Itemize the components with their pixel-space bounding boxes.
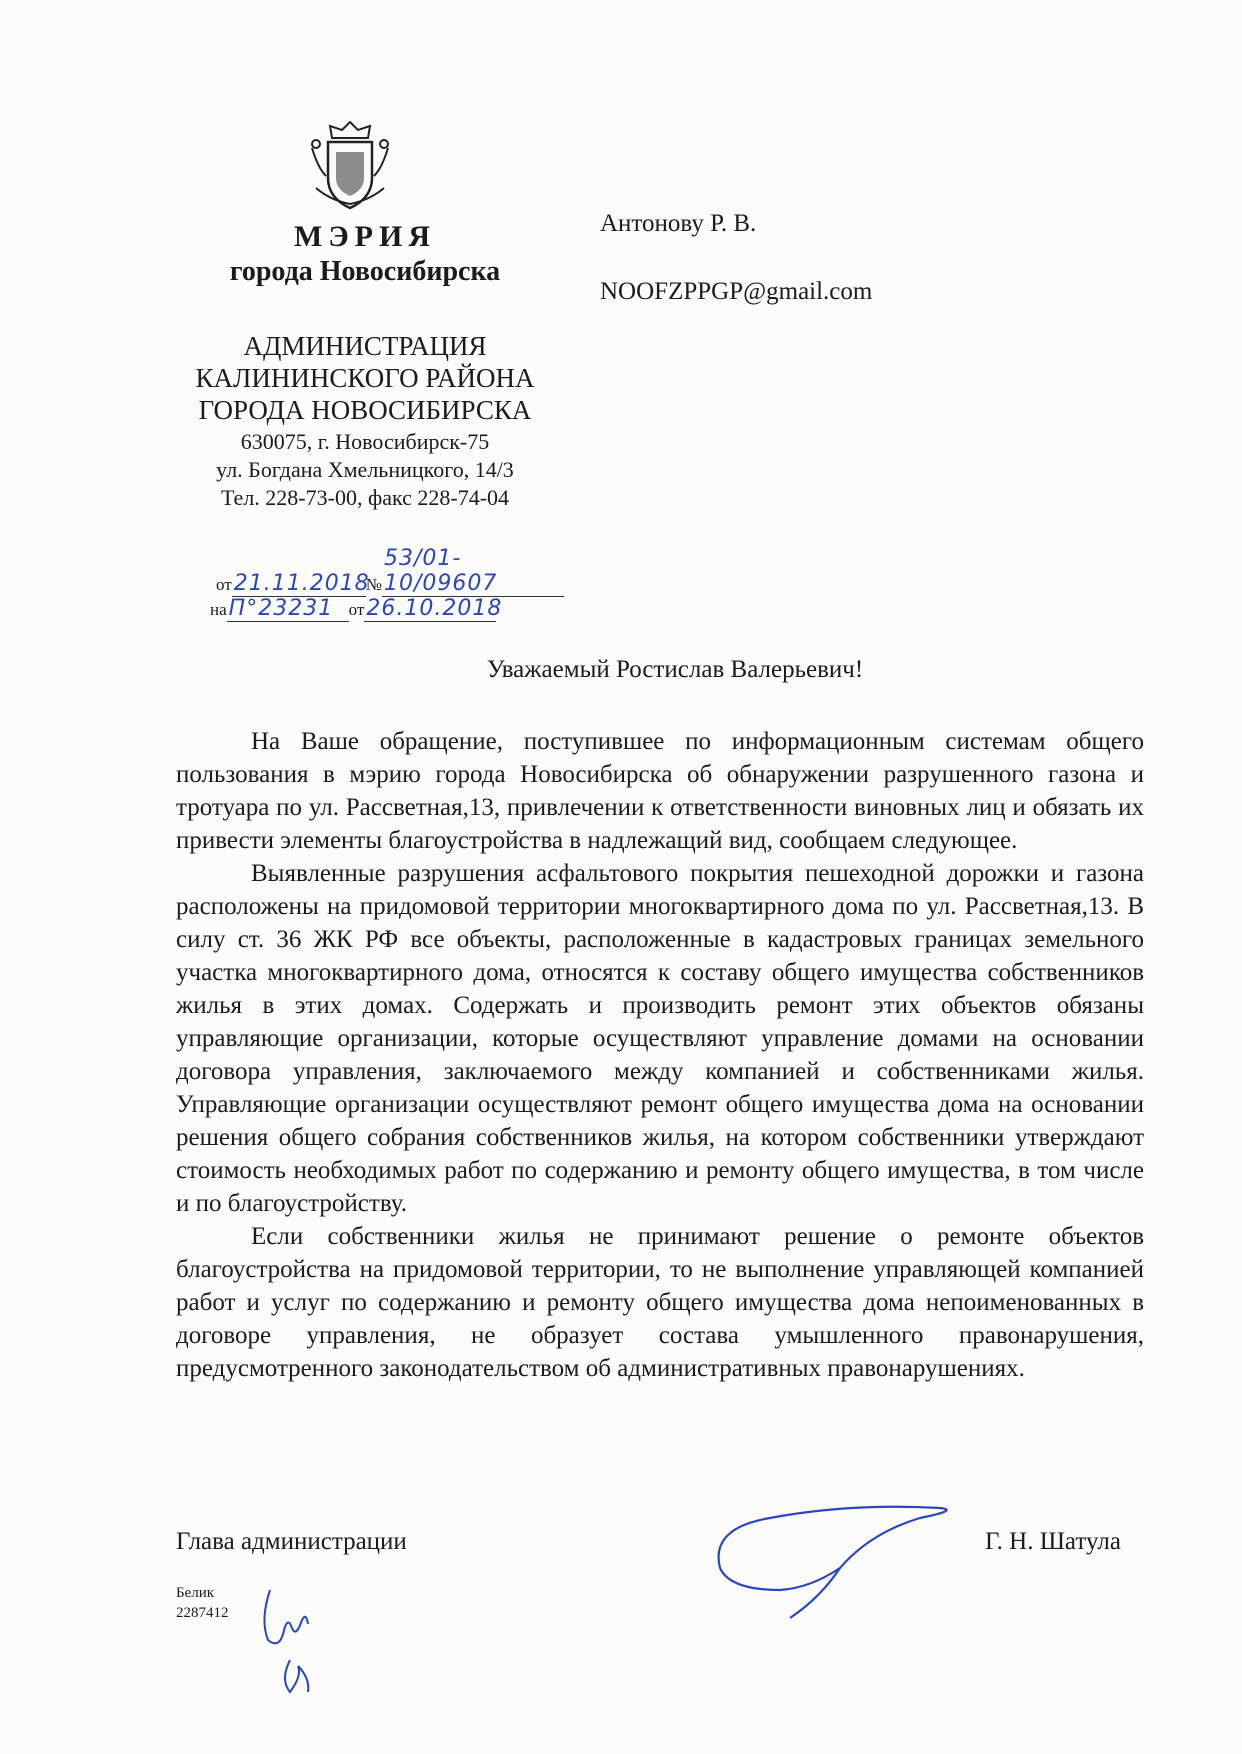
reference-number: П°23231 (228, 596, 334, 621)
signer-name: Г. Н. Шатула (985, 1528, 1121, 1555)
executor-phone: 2287412 (176, 1605, 229, 1621)
from-label: от (216, 575, 232, 594)
administration-name (175, 330, 555, 426)
registration-date: 21.11.2018 (233, 571, 370, 596)
address-line: 630075, г. Новосибирск-75 (240, 429, 490, 454)
administration-address (175, 428, 555, 512)
mayor-office-title: МЭРИЯ (294, 220, 436, 253)
salutation: Уважаемый Ростислав Валерьевич! (486, 656, 864, 683)
address-line: Тел. 228-73-00, факс 228-74-04 (220, 485, 510, 510)
ref-from-label: от (348, 600, 365, 619)
letter-body (176, 725, 1144, 1385)
executor-info (176, 1583, 229, 1623)
body-paragraph: Если собственники жилья не принимают решение о ремонте объектов благоустройства на придомовой территории, то не выполнение управляющей компанией работ и услуг по содержанию и ремонту общего имущества дома непоименованных в договоре управления, не образует состава умышленного правонарушения, предусмотренного законодательством об административных правонарушениях. (176, 1223, 1144, 1382)
city-subtitle: города Новосибирска (229, 256, 501, 287)
body-paragraph: На Ваше обращение, поступившее по информационным системам общего пользования в мэрию города Новосибирска об обнаружении разрушенного газона и тротуара по ул. Рассветная,13, привлечении к ответственности виновных лиц и обязать их привести элементы благоустройства в надлежащий вид, сообщаем следующее. (176, 728, 1144, 854)
handwritten-initials-icon (250, 1580, 370, 1700)
on-label: на (210, 600, 227, 619)
body-paragraph: Выявленные разрушения асфальтового покрытия пешеходной дорожки и газона расположены на придомовой территории многоквартирного дома по ул. Рассветная,13. В силу ст. 36 ЖК РФ все объекты, расположенные в кадастровых границах земельного участка многоквартирного дома, относятся к составу общего имущества собственников жилья в этих домах. Содержать и производить ремонт этих объектов обязаны управляющие организации, которые осуществляют управление домами на основании договора управления, заключаемого между компанией и собственниками жилья. Управляющие организации осуществляют ремонт общего имущества дома на основании решения общего собрания собственников жилья, на котором собственники утверждают стоимость необходимых работ по содержанию и ремонту общего имущества, в том числе и по благоустройству. (176, 860, 1144, 1217)
number-label: № (365, 575, 382, 594)
reference-date: 26.10.2018 (366, 596, 503, 621)
recipient-email: NOOFZPPGP@gmail.com (600, 278, 873, 305)
executor-name: Белик (176, 1585, 215, 1601)
admin-line: ГОРОДА НОВОСИБИРСКА (198, 395, 532, 425)
novosibirsk-coat-of-arms-icon (308, 118, 392, 214)
admin-line: КАЛИНИНСКОГО РАЙОНА (195, 363, 535, 393)
admin-line: АДМИНИСТРАЦИЯ (243, 331, 487, 361)
reference-registration (210, 596, 503, 622)
signer-position: Глава администрации (176, 1528, 407, 1555)
recipient-name: Антонову Р. В. (600, 210, 757, 237)
registration-number: 53/01-10/09607 (383, 546, 498, 596)
handwritten-signature-icon (690, 1478, 980, 1628)
outgoing-registration (216, 546, 564, 597)
address-line: ул. Богдана Хмельницкого, 14/3 (216, 457, 514, 482)
